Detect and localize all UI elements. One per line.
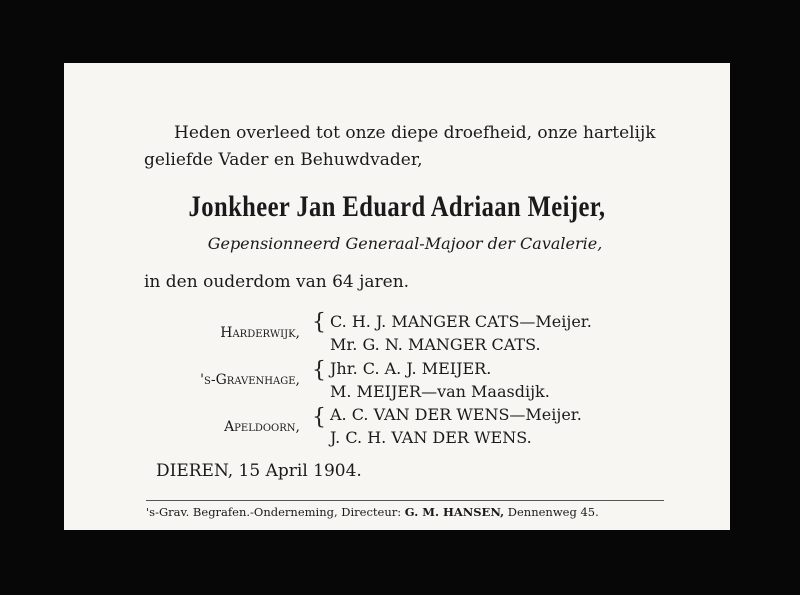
- footer-address: Dennenweg 45.: [507, 505, 599, 519]
- relative-line: M. MEIJER—van Maasdijk.: [330, 382, 550, 401]
- footer-director: G. M. HANSEN,: [404, 505, 505, 519]
- brace-3: {: [312, 405, 326, 430]
- date-line: DIEREN, 15 April 1904.: [156, 461, 362, 481]
- brace-2: {: [312, 358, 326, 383]
- age-line: in den ouderdom van 64 jaren.: [144, 272, 410, 292]
- deceased-rank: Gepensionneerd Generaal-Majoor der Cavalerie,: [207, 234, 603, 253]
- mourning-card: [64, 63, 730, 530]
- footer-rule: [146, 500, 664, 501]
- intro-line-2: geliefde Vader en Behuwdvader,: [144, 150, 423, 170]
- place-s-gravenhage: 's-Gravenhage,: [200, 372, 300, 388]
- printer-footer: [146, 505, 599, 519]
- place-apeldoorn: Apeldoorn,: [224, 419, 300, 435]
- relative-line: Jhr. C. A. J. MEIJER.: [330, 359, 492, 378]
- deceased-name: Jonkheer Jan Eduard Adriaan Meijer,: [188, 190, 606, 223]
- place-harderwijk: Harderwijk,: [220, 325, 300, 341]
- relative-line: J. C. H. VAN DER WENS.: [330, 428, 532, 447]
- relative-line: Mr. G. N. MANGER CATS.: [330, 335, 541, 354]
- brace-1: {: [312, 310, 326, 335]
- footer-prefix: 's-Grav. Begrafen.-Onderneming, Directeur:: [146, 505, 402, 519]
- relative-line: A. C. VAN DER WENS—Meijer.: [330, 405, 582, 424]
- intro-line-1: Heden overleed tot onze diepe droefheid, onze hartelijk: [174, 123, 656, 143]
- relative-line: C. H. J. MANGER CATS—Meijer.: [330, 312, 592, 331]
